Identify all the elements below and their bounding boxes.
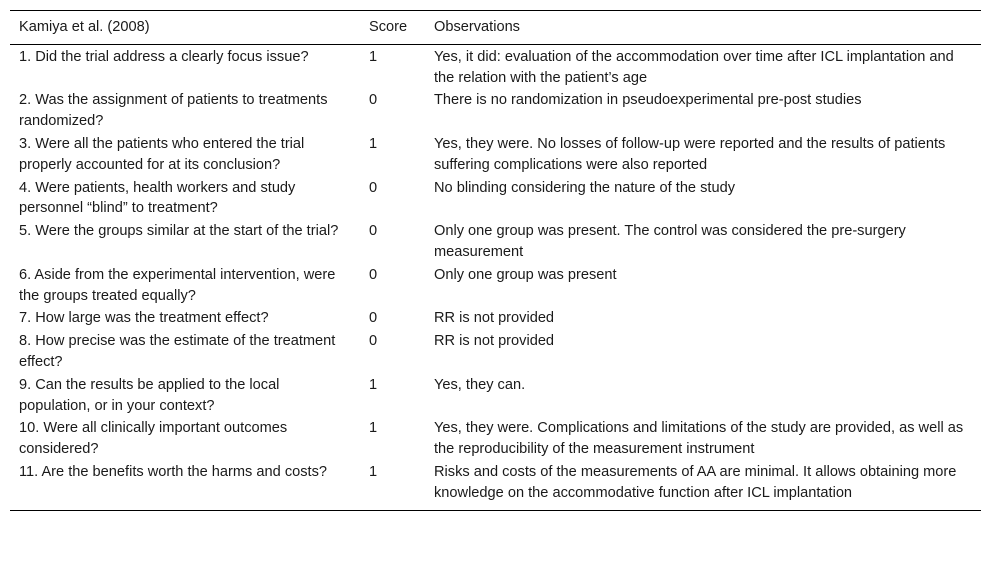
header-observations: Observations bbox=[425, 11, 981, 45]
observation-cell: Yes, they were. No losses of follow-up were reported and the results of patients suffering complications were also reported bbox=[434, 135, 946, 173]
table-row bbox=[10, 133, 981, 177]
score-cell: 0 bbox=[369, 333, 378, 350]
question-cell: 9. Can the results be applied to the local population, or in your context? bbox=[19, 376, 280, 414]
score-cell: 1 bbox=[360, 461, 425, 510]
score-cell: 0 bbox=[369, 266, 378, 283]
observation-cell: Yes, it did: evaluation of the accommodation over time after ICL implantation and the relation with the patient’s age bbox=[434, 48, 954, 86]
observation-cell: Only one group was present. The control was considered the pre-surgery measurement bbox=[434, 223, 906, 260]
score-cell: 0 bbox=[369, 310, 378, 327]
observation-cell: RR is not provided bbox=[434, 333, 555, 350]
observation-cell: No blinding considering the nature of the study bbox=[434, 179, 735, 196]
header-score: Score bbox=[360, 11, 425, 45]
score-cell: 1 bbox=[369, 48, 378, 65]
question-cell: 11. Are the benefits worth the harms and costs? bbox=[10, 461, 360, 510]
score-cell: 0 bbox=[369, 223, 378, 240]
header-study: Kamiya et al. (2008) bbox=[10, 11, 360, 45]
question-cell: 10. Were all clinically important outcomes considered? bbox=[19, 420, 288, 458]
table-row bbox=[10, 89, 981, 133]
table-row bbox=[10, 220, 981, 264]
question-cell: 4. Were patients, health workers and study personnel “blind” to treatment? bbox=[19, 179, 296, 217]
appraisal-table-container bbox=[10, 10, 981, 511]
score-cell: 1 bbox=[369, 376, 378, 393]
question-cell: 5. Were the groups similar at the start of the trial? bbox=[19, 223, 339, 240]
table-row bbox=[10, 374, 981, 418]
question-cell: 1. Did the trial address a clearly focus issue? bbox=[19, 48, 309, 65]
question-cell: 8. How precise was the estimate of the treatment effect? bbox=[19, 333, 336, 370]
observation-cell: Risks and costs of the measurements of AA are minimal. It allows obtaining more knowledge on the accommodative function after ICL implantation bbox=[425, 461, 981, 510]
observation-cell: Yes, they can. bbox=[434, 376, 526, 393]
question-cell: 7. How large was the treatment effect? bbox=[19, 310, 269, 327]
score-cell: 0 bbox=[369, 179, 378, 196]
score-cell: 1 bbox=[369, 420, 378, 437]
score-cell: 0 bbox=[369, 92, 378, 109]
question-cell: 3. Were all the patients who entered the trial properly accounted for at its conclusion? bbox=[19, 135, 305, 173]
score-cell: 1 bbox=[369, 135, 378, 152]
observation-cell: Yes, they were. Complications and limitations of the study are provided, as well as the reproducibility of the measurement instrument bbox=[434, 420, 964, 458]
table-row bbox=[10, 44, 981, 89]
table-row bbox=[10, 330, 981, 374]
table-row bbox=[10, 264, 981, 308]
question-cell: 2. Was the assignment of patients to treatments randomized? bbox=[19, 92, 328, 130]
table-row bbox=[10, 417, 981, 461]
table-row bbox=[10, 307, 981, 330]
observation-cell: RR is not provided bbox=[434, 310, 555, 327]
observation-cell: Only one group was present bbox=[434, 266, 617, 283]
appraisal-table bbox=[10, 10, 981, 511]
table-header-row bbox=[10, 11, 981, 45]
observation-cell: There is no randomization in pseudoexperimental pre-post studies bbox=[434, 92, 862, 109]
table-row bbox=[10, 177, 981, 221]
question-cell: 6. Aside from the experimental intervention, were the groups treated equally? bbox=[19, 266, 336, 304]
table-row bbox=[10, 461, 981, 510]
